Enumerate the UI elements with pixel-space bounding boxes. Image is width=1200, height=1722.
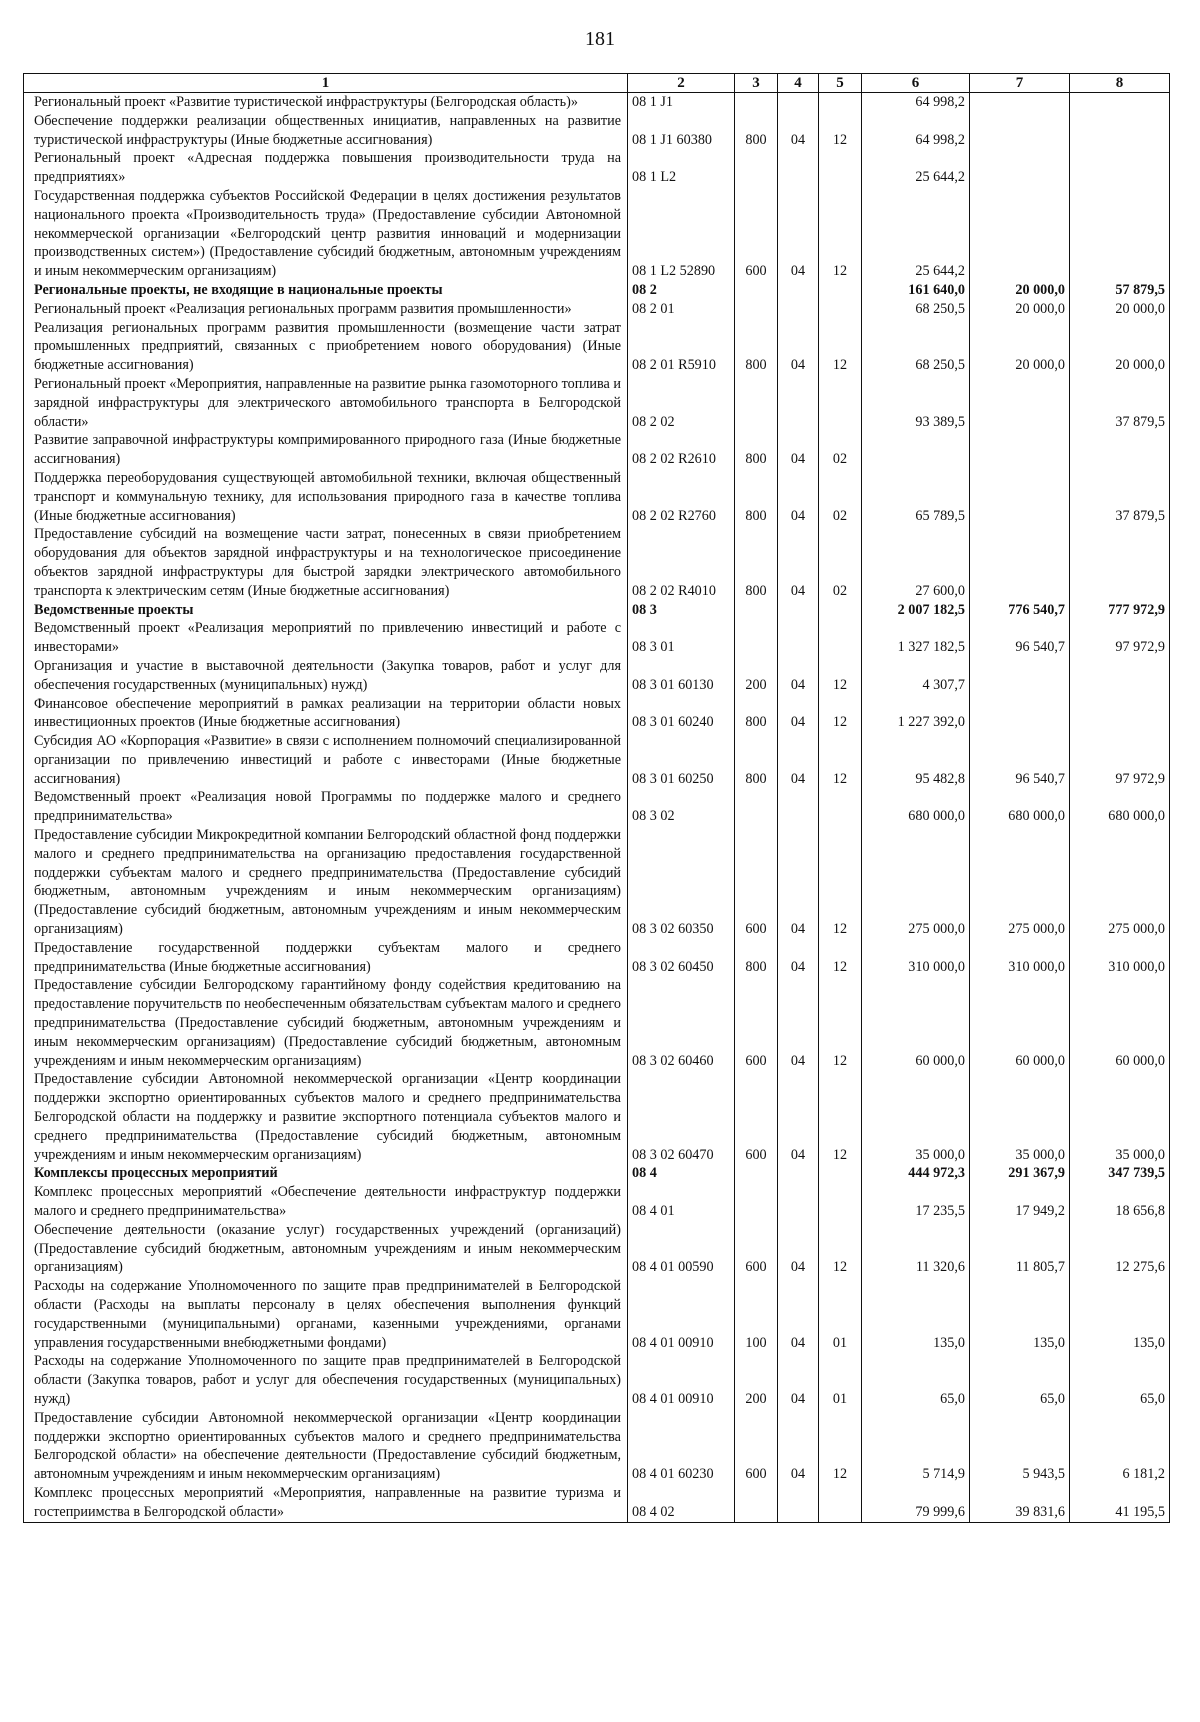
column-header: 7: [970, 74, 1070, 93]
row-section: 04: [778, 1409, 819, 1484]
row-expense-type: [735, 281, 778, 300]
row-code: 08 3 01 60130: [628, 657, 735, 695]
row-amount-col8: 35 000,0: [1070, 1070, 1170, 1164]
table-row: [24, 1484, 1170, 1522]
row-amount-col6: 2 007 182,5: [862, 601, 970, 620]
row-amount-col6: 35 000,0: [862, 1070, 970, 1164]
row-name: Региональные проекты, не входящие в национальные проекты: [24, 281, 628, 300]
table-row: [24, 431, 1170, 469]
table-row: [24, 281, 1170, 300]
row-expense-type: 800: [735, 319, 778, 375]
table-row: [24, 149, 1170, 187]
row-expense-type: 800: [735, 695, 778, 733]
row-expense-type: [735, 1484, 778, 1522]
row-subsection: 01: [819, 1352, 862, 1408]
table-row: [24, 939, 1170, 977]
row-amount-col7: 291 367,9: [970, 1164, 1070, 1183]
row-name: Расходы на содержание Уполномоченного по защите прав предпринимателей в Белгородской области (Закупка товаров, работ и услуг для обеспечения государственных (муниципальных) нужд): [24, 1352, 628, 1408]
row-name: Предоставление субсидий на возмещение части затрат, понесенных в связи приобретением оборудования для объектов зарядной инфраструктуры и на технологическое присоединение объектов зарядной инфраструктуры для быстрой зарядки электрического автомобильного транспорта к электрическим сетям (Иные бюджетные ассигнования): [24, 525, 628, 600]
row-amount-col8: 65,0: [1070, 1352, 1170, 1408]
row-amount-col6: 79 999,6: [862, 1484, 970, 1522]
row-expense-type: 800: [735, 431, 778, 469]
row-section: [778, 788, 819, 826]
row-section: 04: [778, 187, 819, 281]
row-amount-col7: 60 000,0: [970, 976, 1070, 1070]
row-code: 08 3: [628, 601, 735, 620]
row-amount-col7: 17 949,2: [970, 1183, 1070, 1221]
row-name: Ведомственный проект «Реализация новой Программы по поддержке малого и среднего предпринимательства»: [24, 788, 628, 826]
row-subsection: 02: [819, 525, 862, 600]
row-expense-type: 600: [735, 1070, 778, 1164]
row-section: 04: [778, 319, 819, 375]
row-code: 08 4 01 00910: [628, 1277, 735, 1352]
row-expense-type: [735, 619, 778, 657]
row-amount-col8: [1070, 525, 1170, 600]
row-code: 08 2: [628, 281, 735, 300]
row-name: Региональный проект «Мероприятия, направленные на развитие рынка газомоторного топлива и зарядной инфраструктуры для электрического автомобильного транспорта в Белгородской области»: [24, 375, 628, 431]
row-amount-col7: [970, 431, 1070, 469]
row-subsection: [819, 300, 862, 319]
row-section: 04: [778, 1221, 819, 1277]
table-row: [24, 732, 1170, 788]
row-expense-type: 600: [735, 1409, 778, 1484]
row-name: Комплексы процессных мероприятий: [24, 1164, 628, 1183]
table-row: [24, 319, 1170, 375]
row-subsection: [819, 619, 862, 657]
table-row: [24, 1409, 1170, 1484]
row-amount-col7: 20 000,0: [970, 300, 1070, 319]
row-amount-col8: 6 181,2: [1070, 1409, 1170, 1484]
row-section: [778, 93, 819, 112]
row-name: Ведомственный проект «Реализация мероприятий по привлечению инвестиций и работе с инвесторами»: [24, 619, 628, 657]
row-subsection: 12: [819, 695, 862, 733]
row-name: Региональный проект «Развитие туристической инфраструктуры (Белгородская область)»: [24, 93, 628, 112]
row-subsection: 02: [819, 431, 862, 469]
row-section: 04: [778, 1070, 819, 1164]
row-subsection: [819, 93, 862, 112]
row-name: Обеспечение деятельности (оказание услуг) государственных учреждений (организаций) (Предоставление субсидий бюджетным, автономным учреждениям и иным некоммерческим организациям): [24, 1221, 628, 1277]
row-amount-col6: 93 389,5: [862, 375, 970, 431]
table-row: [24, 826, 1170, 939]
row-amount-col8: [1070, 93, 1170, 112]
row-subsection: [819, 375, 862, 431]
row-code: 08 2 02: [628, 375, 735, 431]
row-subsection: [819, 1484, 862, 1522]
row-name: Комплекс процессных мероприятий «Мероприятия, направленные на развитие туризма и гостеприимства в Белгородской области»: [24, 1484, 628, 1522]
table-row: [24, 976, 1170, 1070]
row-code: 08 1 L2 52890: [628, 187, 735, 281]
row-name: Финансовое обеспечение мероприятий в рамках реализации на территории области новых инвестиционных проектов (Иные бюджетные ассигнования): [24, 695, 628, 733]
table-row: [24, 619, 1170, 657]
row-amount-col7: 20 000,0: [970, 281, 1070, 300]
row-name: Предоставление субсидии Микрокредитной компании Белгородский областной фонд поддержки малого и среднего предпринимательства на организацию предоставления государственной поддержки субъектам малого и среднего предпринимательства (Предоставление субсидий бюджетным, автономным учреждениям и иным некоммерческим организациям) (Предоставление субсидий бюджетным, автономным учреждениям и иным некоммерческим организациям): [24, 826, 628, 939]
column-header: 1: [24, 74, 628, 93]
row-expense-type: 100: [735, 1277, 778, 1352]
row-amount-col8: 41 195,5: [1070, 1484, 1170, 1522]
table-body: [24, 93, 1170, 1523]
row-section: [778, 1164, 819, 1183]
row-amount-col7: 680 000,0: [970, 788, 1070, 826]
row-amount-col8: 275 000,0: [1070, 826, 1170, 939]
row-subsection: 12: [819, 319, 862, 375]
table-row: [24, 187, 1170, 281]
row-section: 04: [778, 657, 819, 695]
row-amount-col7: 20 000,0: [970, 319, 1070, 375]
row-amount-col6: [862, 431, 970, 469]
row-expense-type: [735, 1164, 778, 1183]
row-amount-col7: 96 540,7: [970, 732, 1070, 788]
row-amount-col7: [970, 187, 1070, 281]
row-name: Комплекс процессных мероприятий «Обеспечение деятельности инфраструктур поддержки малого и среднего предпринимательства»: [24, 1183, 628, 1221]
row-amount-col8: 20 000,0: [1070, 319, 1170, 375]
row-amount-col7: [970, 469, 1070, 525]
budget-table: [23, 73, 1170, 1523]
row-amount-col8: [1070, 149, 1170, 187]
row-subsection: [819, 281, 862, 300]
table-row: [24, 1183, 1170, 1221]
row-expense-type: [735, 601, 778, 620]
row-section: 04: [778, 112, 819, 150]
row-name: Организация и участие в выставочной деятельности (Закупка товаров, работ и услуг для обеспечения государственных (муниципальных) нужд): [24, 657, 628, 695]
row-amount-col7: [970, 695, 1070, 733]
row-code: 08 3 02: [628, 788, 735, 826]
row-subsection: [819, 1183, 862, 1221]
row-amount-col6: 275 000,0: [862, 826, 970, 939]
row-name: Расходы на содержание Уполномоченного по защите прав предпринимателей в Белгородской области (Расходы на выплаты персоналу в целях обеспечения выполнения функций государственными (муниципальными) органами, казенными учреждениями, органами управления государственными внебюджетными фондами): [24, 1277, 628, 1352]
row-subsection: 12: [819, 732, 862, 788]
column-header: 4: [778, 74, 819, 93]
row-amount-col6: 444 972,3: [862, 1164, 970, 1183]
row-amount-col8: 18 656,8: [1070, 1183, 1170, 1221]
row-expense-type: [735, 1183, 778, 1221]
row-amount-col7: 776 540,7: [970, 601, 1070, 620]
row-section: [778, 375, 819, 431]
row-expense-type: [735, 300, 778, 319]
row-expense-type: 800: [735, 469, 778, 525]
row-amount-col7: [970, 375, 1070, 431]
row-section: 04: [778, 695, 819, 733]
row-code: 08 2 02 R4010: [628, 525, 735, 600]
row-amount-col6: 11 320,6: [862, 1221, 970, 1277]
row-expense-type: 600: [735, 187, 778, 281]
row-code: 08 1 J1 60380: [628, 112, 735, 150]
row-subsection: 12: [819, 1221, 862, 1277]
row-amount-col7: 5 943,5: [970, 1409, 1070, 1484]
row-expense-type: [735, 375, 778, 431]
row-subsection: 12: [819, 112, 862, 150]
row-expense-type: 600: [735, 976, 778, 1070]
row-name: Субсидия АО «Корпорация «Развитие» в связи с исполнением полномочий специализированной организации по привлечению инвестиций и работе с инвесторами (Иные бюджетные ассигнования): [24, 732, 628, 788]
row-name: Реализация региональных программ развития промышленности (возмещение части затрат промышленных предприятий, связанных с приобретением нового оборудования) (Иные бюджетные ассигнования): [24, 319, 628, 375]
table-row: [24, 1070, 1170, 1164]
row-amount-col6: 27 600,0: [862, 525, 970, 600]
row-expense-type: [735, 788, 778, 826]
row-code: 08 4 02: [628, 1484, 735, 1522]
row-amount-col8: 680 000,0: [1070, 788, 1170, 826]
row-amount-col6: 680 000,0: [862, 788, 970, 826]
row-section: [778, 281, 819, 300]
row-code: 08 4 01 00590: [628, 1221, 735, 1277]
row-amount-col7: [970, 112, 1070, 150]
row-amount-col8: 20 000,0: [1070, 300, 1170, 319]
row-amount-col6: 64 998,2: [862, 112, 970, 150]
table-row: [24, 601, 1170, 620]
table-row: [24, 657, 1170, 695]
row-subsection: 12: [819, 187, 862, 281]
table-row: [24, 695, 1170, 733]
row-expense-type: [735, 93, 778, 112]
row-section: 04: [778, 431, 819, 469]
row-amount-col6: 4 307,7: [862, 657, 970, 695]
row-name: Развитие заправочной инфраструктуры компримированного природного газа (Иные бюджетные ассигнования): [24, 431, 628, 469]
row-section: 04: [778, 1277, 819, 1352]
row-section: [778, 149, 819, 187]
row-code: 08 4 01 60230: [628, 1409, 735, 1484]
row-code: 08 4 01 00910: [628, 1352, 735, 1408]
row-amount-col8: 97 972,9: [1070, 619, 1170, 657]
row-section: [778, 601, 819, 620]
row-code: 08 3 01: [628, 619, 735, 657]
row-subsection: [819, 601, 862, 620]
row-amount-col6: 310 000,0: [862, 939, 970, 977]
table-row: [24, 93, 1170, 112]
row-code: 08 3 01 60240: [628, 695, 735, 733]
table-row: [24, 788, 1170, 826]
row-amount-col6: 25 644,2: [862, 149, 970, 187]
row-amount-col6: 1 327 182,5: [862, 619, 970, 657]
row-expense-type: 800: [735, 112, 778, 150]
row-amount-col8: 60 000,0: [1070, 976, 1170, 1070]
row-expense-type: 200: [735, 1352, 778, 1408]
row-code: 08 3 02 60460: [628, 976, 735, 1070]
column-number-row: [24, 74, 1170, 93]
row-amount-col6: 1 227 392,0: [862, 695, 970, 733]
row-subsection: [819, 149, 862, 187]
row-amount-col6: 5 714,9: [862, 1409, 970, 1484]
table-row: [24, 525, 1170, 600]
row-amount-col7: [970, 149, 1070, 187]
row-code: 08 1 L2: [628, 149, 735, 187]
row-amount-col8: 57 879,5: [1070, 281, 1170, 300]
row-section: [778, 1484, 819, 1522]
row-amount-col7: 35 000,0: [970, 1070, 1070, 1164]
row-amount-col7: 65,0: [970, 1352, 1070, 1408]
row-subsection: 12: [819, 826, 862, 939]
row-subsection: [819, 1164, 862, 1183]
table-row: [24, 1277, 1170, 1352]
row-amount-col7: [970, 525, 1070, 600]
row-section: [778, 300, 819, 319]
row-amount-col8: 12 275,6: [1070, 1221, 1170, 1277]
row-amount-col6: 161 640,0: [862, 281, 970, 300]
row-subsection: 01: [819, 1277, 862, 1352]
table-row: [24, 1352, 1170, 1408]
row-expense-type: 600: [735, 826, 778, 939]
row-amount-col6: 64 998,2: [862, 93, 970, 112]
row-amount-col6: 60 000,0: [862, 976, 970, 1070]
row-code: 08 2 02 R2760: [628, 469, 735, 525]
row-amount-col6: 135,0: [862, 1277, 970, 1352]
row-section: 04: [778, 939, 819, 977]
row-expense-type: 800: [735, 939, 778, 977]
row-amount-col6: 68 250,5: [862, 319, 970, 375]
row-amount-col8: [1070, 695, 1170, 733]
row-amount-col6: 68 250,5: [862, 300, 970, 319]
column-header: 2: [628, 74, 735, 93]
column-header: 6: [862, 74, 970, 93]
table-row: [24, 1164, 1170, 1183]
row-code: 08 3 02 60350: [628, 826, 735, 939]
row-section: 04: [778, 1352, 819, 1408]
table-row: [24, 469, 1170, 525]
row-name: Предоставление государственной поддержки субъектам малого и среднего предпринимательства (Иные бюджетные ассигнования): [24, 939, 628, 977]
row-code: 08 4 01: [628, 1183, 735, 1221]
row-amount-col8: [1070, 657, 1170, 695]
row-subsection: 12: [819, 657, 862, 695]
page-number: 181: [585, 28, 615, 50]
row-code: 08 2 01: [628, 300, 735, 319]
row-amount-col8: 310 000,0: [1070, 939, 1170, 977]
row-amount-col7: 310 000,0: [970, 939, 1070, 977]
table-row: [24, 375, 1170, 431]
row-amount-col7: 11 805,7: [970, 1221, 1070, 1277]
row-name: Региональный проект «Реализация региональных программ развития промышленности»: [24, 300, 628, 319]
row-section: [778, 1183, 819, 1221]
row-amount-col8: 37 879,5: [1070, 375, 1170, 431]
row-amount-col8: 37 879,5: [1070, 469, 1170, 525]
row-section: 04: [778, 469, 819, 525]
row-amount-col8: 777 972,9: [1070, 601, 1170, 620]
row-amount-col7: [970, 93, 1070, 112]
row-section: 04: [778, 732, 819, 788]
row-code: 08 4: [628, 1164, 735, 1183]
row-code: 08 2 01 R5910: [628, 319, 735, 375]
row-subsection: 12: [819, 939, 862, 977]
table-row: [24, 112, 1170, 150]
row-name: Ведомственные проекты: [24, 601, 628, 620]
row-name: Поддержка переоборудования существующей автомобильной техники, включая общественный транспорт и коммунальную технику, для использования природного газа в качестве топлива (Иные бюджетные ассигнования): [24, 469, 628, 525]
row-code: 08 3 02 60470: [628, 1070, 735, 1164]
row-amount-col6: 95 482,8: [862, 732, 970, 788]
row-expense-type: 600: [735, 1221, 778, 1277]
row-amount-col6: 65 789,5: [862, 469, 970, 525]
row-amount-col8: [1070, 112, 1170, 150]
column-header: 3: [735, 74, 778, 93]
row-section: 04: [778, 826, 819, 939]
row-amount-col8: 347 739,5: [1070, 1164, 1170, 1183]
row-amount-col7: 96 540,7: [970, 619, 1070, 657]
row-name: Предоставление субсидии Белгородскому гарантийному фонду содействия кредитованию на предоставление поручительств по необеспеченным обязательствам субъектам малого и среднего предпринимательства (Предоставление субсидий бюджетным, автономным учреждениям и иным некоммерческим организациям) (Предоставление субсидий бюджетным, автономным учреждениям и иным некоммерческим организациям): [24, 976, 628, 1070]
row-subsection: 12: [819, 1409, 862, 1484]
row-amount-col6: 25 644,2: [862, 187, 970, 281]
row-section: [778, 619, 819, 657]
row-subsection: [819, 788, 862, 826]
row-expense-type: 800: [735, 732, 778, 788]
row-amount-col7: 39 831,6: [970, 1484, 1070, 1522]
row-name: Региональный проект «Адресная поддержка повышения производительности труда на предприятиях»: [24, 149, 628, 187]
row-name: Государственная поддержка субъектов Российской Федерации в целях достижения результатов национального проекта «Производительность труда» (Предоставление субсидии Автономной некоммерческой организации «Белгородский центр развития инноваций и модернизации производственных систем») (Предоставление субсидий бюджетным, автономным учреждениям и иным некоммерческим организациям): [24, 187, 628, 281]
row-amount-col7: 135,0: [970, 1277, 1070, 1352]
row-subsection: 12: [819, 1070, 862, 1164]
row-section: 04: [778, 525, 819, 600]
row-code: 08 3 01 60250: [628, 732, 735, 788]
row-code: 08 3 02 60450: [628, 939, 735, 977]
row-amount-col7: [970, 657, 1070, 695]
row-amount-col6: 17 235,5: [862, 1183, 970, 1221]
row-amount-col7: 275 000,0: [970, 826, 1070, 939]
column-header: 5: [819, 74, 862, 93]
row-amount-col8: [1070, 431, 1170, 469]
row-code: 08 1 J1: [628, 93, 735, 112]
row-name: Предоставление субсидии Автономной некоммерческой организации «Центр координации поддержки экспортно ориентированных субъектов малого и среднего предпринимательства Белгородской области» на обеспечение деятельности (Предоставление субсидий бюджетным, автономным учреждениям и иным некоммерческим организациям): [24, 1409, 628, 1484]
table-row: [24, 1221, 1170, 1277]
row-amount-col8: 135,0: [1070, 1277, 1170, 1352]
row-section: 04: [778, 976, 819, 1070]
row-amount-col6: 65,0: [862, 1352, 970, 1408]
row-expense-type: 800: [735, 525, 778, 600]
row-expense-type: 200: [735, 657, 778, 695]
row-name: Обеспечение поддержки реализации общественных инициатив, направленных на развитие туристической инфраструктуры (Иные бюджетные ассигнования): [24, 112, 628, 150]
row-subsection: 02: [819, 469, 862, 525]
row-amount-col8: 97 972,9: [1070, 732, 1170, 788]
column-header: 8: [1070, 74, 1170, 93]
row-code: 08 2 02 R2610: [628, 431, 735, 469]
row-subsection: 12: [819, 976, 862, 1070]
table-row: [24, 300, 1170, 319]
row-expense-type: [735, 149, 778, 187]
row-amount-col8: [1070, 187, 1170, 281]
row-name: Предоставление субсидии Автономной некоммерческой организации «Центр координации поддержки экспортно ориентированных субъектов малого и среднего предпринимательства Белгородской области на поддержку и развитие экспортного потенциала субъектов малого и среднего предпринимательства (Предоставление субсидий бюджетным, автономным учреждениям и иным некоммерческим организациям): [24, 1070, 628, 1164]
